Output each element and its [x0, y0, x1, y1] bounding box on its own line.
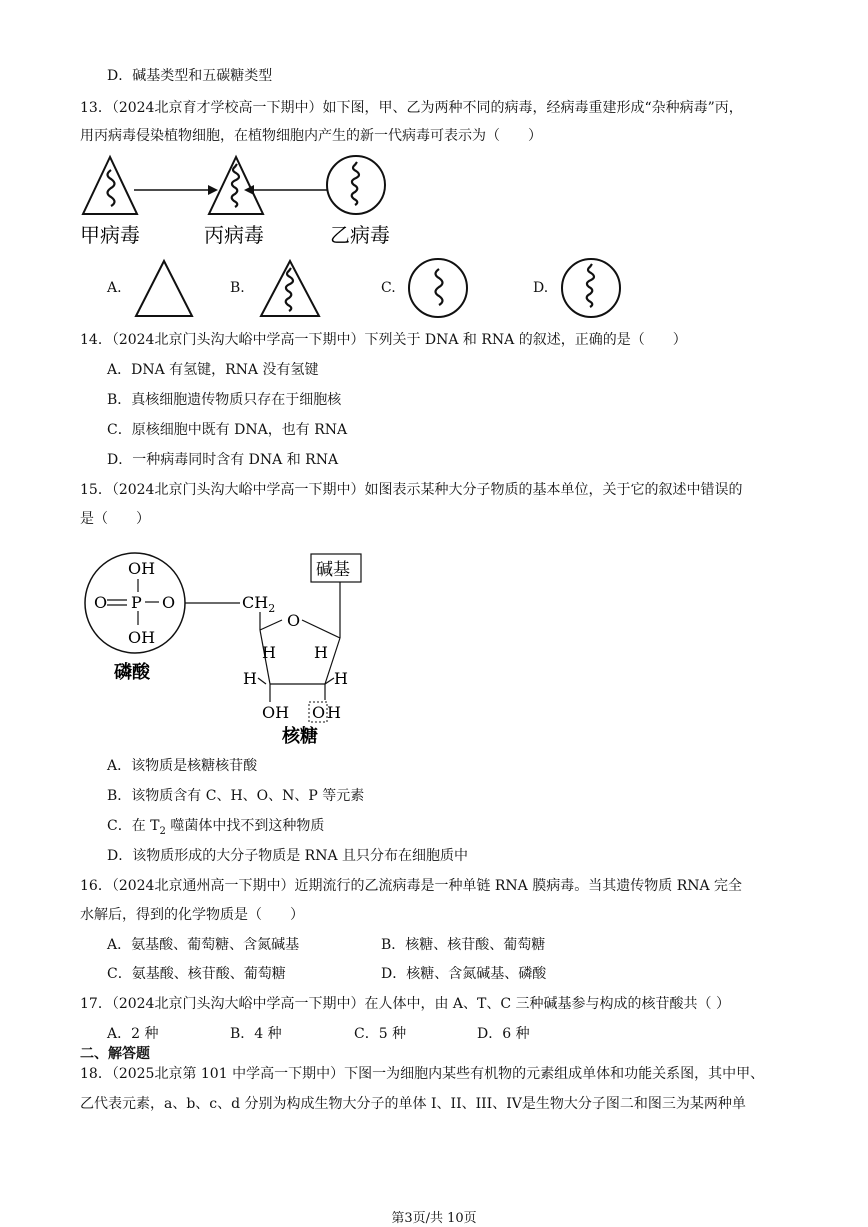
q15-option-d[interactable]: D．该物质形成的大分子物质是 RNA 且只分布在细胞质中 — [107, 848, 469, 864]
q15-stem-line1: 15．（2024北京门头沟大峪中学高一下期中）如图表示某种大分子物质的基本单位，关于它的叙述中错误的 — [80, 482, 743, 498]
q13-option-a-label[interactable]: A. — [107, 280, 122, 296]
q13-option-d-label[interactable]: D. — [533, 280, 549, 296]
q15c-text-post: 噬菌体中找不到这种物质 — [165, 818, 325, 834]
phosphate-o-left: O — [94, 593, 108, 612]
phosphate-label: 磷酸 — [114, 662, 150, 683]
section-heading-answer: 二、解答题 — [80, 1046, 150, 1062]
q17-option-d[interactable]: D．6 种 — [477, 1026, 530, 1042]
hybrid-rna-icon — [587, 264, 594, 307]
q15c-text-pre: C．在 T — [107, 818, 160, 834]
q17-option-a[interactable]: A．2 种 — [107, 1026, 159, 1042]
q16-option-d[interactable]: D．核糖、含氮碱基、磷酸 — [381, 966, 547, 982]
bond-c4-o — [260, 620, 282, 630]
bond-o-c1 — [302, 620, 340, 638]
page-footer: 第3页/共 10页 — [391, 1211, 477, 1226]
sugar-oh-left: OH — [262, 703, 290, 722]
q14-option-b[interactable]: B．真核细胞遗传物质只存在于细胞核 — [107, 392, 342, 408]
nucleotide-structure-figure — [80, 542, 380, 752]
q12-option-d: D．碱基类型和五碳糖类型 — [107, 68, 273, 84]
sugar-label: 核糖 — [282, 726, 318, 747]
virus-yi-rna-icon — [352, 162, 359, 205]
q16-option-b[interactable]: B．核糖、核苷酸、葡萄糖 — [381, 937, 546, 953]
virus-jia-rna-icon — [108, 170, 115, 206]
sugar-ring-o: O — [287, 611, 301, 630]
q13-stem-line1: 13．（2024北京育才学校高一下期中）如下图，甲、乙为两种不同的病毒，经病毒重建形成“杂种病毒”丙， — [80, 100, 743, 116]
q15-option-a[interactable]: A．该物质是核糖核苷酸 — [107, 758, 258, 774]
virus-bing-rna-icon — [232, 164, 239, 207]
q14-option-d[interactable]: D．一种病毒同时含有 DNA 和 RNA — [107, 452, 339, 468]
q13-option-b-label[interactable]: B. — [230, 280, 245, 296]
q18-stem-line2: 乙代表元素，a、b、c、d 分别为构成生物大分子的单体 I、II、III、IV是生物大分子图二和图三为某两种单 — [80, 1096, 746, 1112]
sugar-h-left-upper: H — [262, 643, 276, 662]
q16-option-c[interactable]: C．氨基酸、核苷酸、葡萄糖 — [107, 966, 286, 982]
phosphate-o-right: O — [162, 593, 176, 612]
sugar-h-right-lower: H — [334, 669, 348, 688]
q16-stem-line1: 16．（2024北京通州高一下期中）近期流行的乙流病毒是一种单链 RNA 膜病毒。当其遗传物质 RNA 完全 — [80, 878, 743, 894]
q14-option-c[interactable]: C．原核细胞中既有 DNA，也有 RNA — [107, 422, 348, 438]
virus-jia-triangle — [83, 157, 137, 214]
hybrid-rna-icon — [286, 268, 293, 311]
phosphate-p: P — [131, 593, 142, 612]
base-label: 碱基 — [316, 560, 350, 580]
q15-option-b[interactable]: B．该物质含有 C、H、O、N、P 等元素 — [107, 788, 365, 804]
q18-stem-line1: 18．（2025北京第 101 中学高一下期中）下图一为细胞内某些有机物的元素组成单体和功能关系图，其中甲、 — [80, 1066, 765, 1082]
q13-option-c-label[interactable]: C. — [381, 280, 396, 296]
q13-option-a-figure — [132, 256, 196, 320]
q13-stem-line2: 用丙病毒侵染植物细胞，在植物细胞内产生的新一代病毒可表示为（ ） — [80, 128, 542, 144]
q17-stem: 17．（2024北京门头沟大峪中学高一下期中）在人体中，由 A、T、C 三种碱基参与构成的核苷酸共（ ） — [80, 996, 730, 1012]
q15c-subscript: 2 — [159, 825, 166, 837]
q13-option-b-figure — [256, 256, 324, 320]
q14-stem: 14．（2024北京门头沟大峪中学高一下期中）下列关于 DNA 和 RNA 的叙述，正确的是（ ） — [80, 332, 687, 348]
q17-option-c[interactable]: C．5 种 — [354, 1026, 407, 1042]
q15-option-c[interactable] — [107, 816, 324, 842]
sugar-h-left-lower: H — [243, 669, 257, 688]
q13-option-c-figure — [406, 256, 470, 320]
phosphate-oh-bottom: OH — [128, 628, 156, 647]
arrow-jia-head — [208, 185, 218, 195]
virus-bing-label: 丙病毒 — [204, 223, 264, 247]
q16-option-a[interactable]: A．氨基酸、葡萄糖、含氮碱基 — [107, 937, 300, 953]
sugar-oh-right-o: O — [312, 703, 326, 722]
virus-reconstruction-figure — [78, 152, 398, 252]
virus-jia-label: 甲病毒 — [80, 223, 140, 247]
sugar-ch2: $CH_2$ — [242, 593, 276, 615]
wavy-rna-icon — [436, 269, 443, 305]
q17-option-b[interactable]: B．4 种 — [230, 1026, 282, 1042]
q14-option-a[interactable]: A．DNA 有氢键，RNA 没有氢键 — [107, 362, 319, 378]
bond-c3-h — [258, 678, 266, 684]
virus-yi-label: 乙病毒 — [330, 223, 390, 247]
q16-stem-line2: 水解后，得到的化学物质是（ ） — [80, 907, 304, 923]
phosphate-oh-top: OH — [128, 559, 156, 578]
sugar-h-right-upper: H — [314, 643, 328, 662]
q15-stem-line2: 是（ ） — [80, 511, 150, 527]
sugar-oh-right-h: H — [327, 703, 341, 722]
triangle-empty-icon — [136, 261, 192, 316]
q13-option-d-figure — [558, 256, 624, 320]
